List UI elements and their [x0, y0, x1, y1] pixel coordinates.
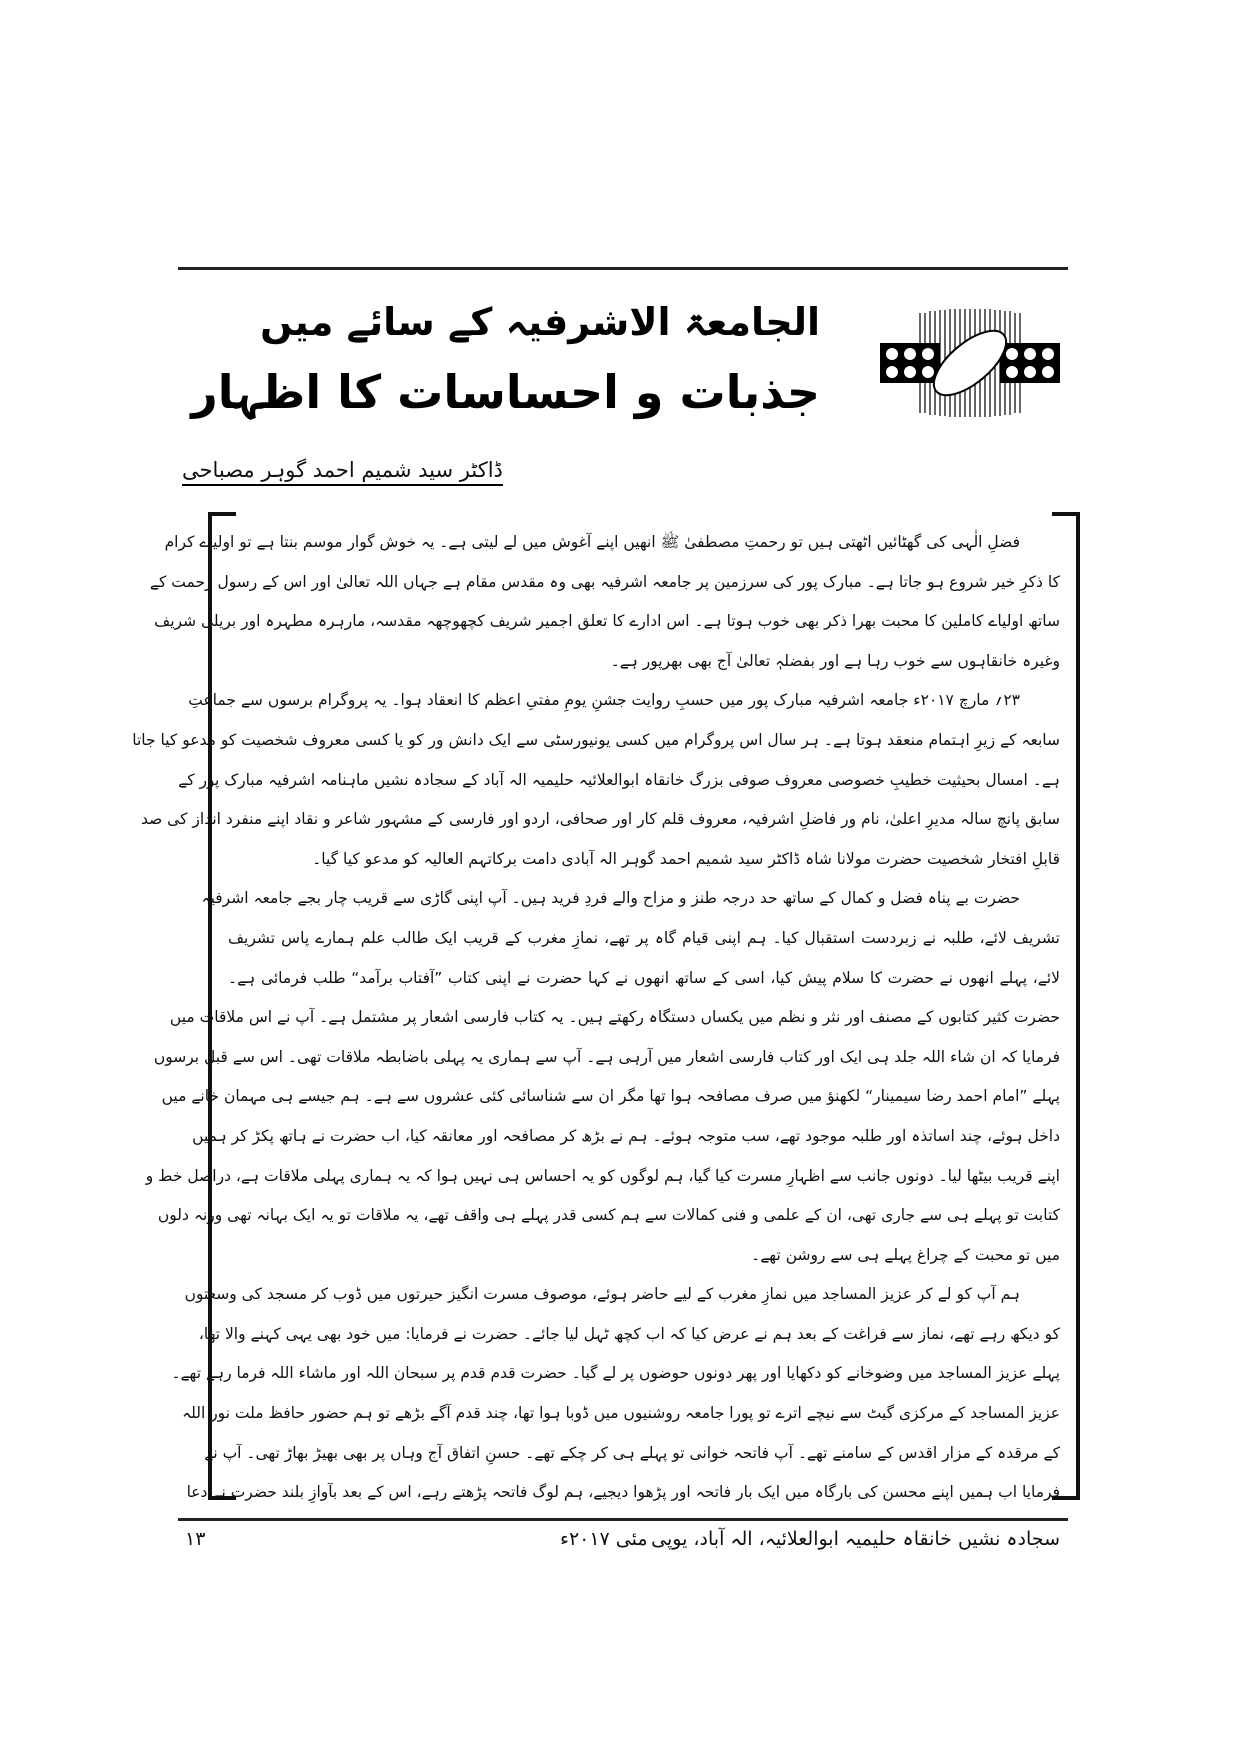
paragraph [171, 1275, 1060, 1513]
text-line: قابلِ افتخار شخصیت حضرت مولانا شاہ ڈاکٹر سید شمیم احمد گوہر الہ آبادی دامت برکاتہم العالیہ کو مدعو کیا گیا۔ [312, 849, 1060, 868]
text-line: کا ذکرِ خیر شروع ہو جاتا ہے۔ مبارک پور کی سرزمین پر جامعہ اشرفیہ بھی وہ مقدس مقام ہے جہاں اللہ تعالیٰ اور اس کے رسول رحمت کے [149, 572, 1060, 591]
text-line: فرمایا اب ہمیں اپنے محسن کی بارگاہ میں ایک بار فاتحہ اور پڑھوا دیجیے، ہم لوگ فاتحہ پڑھتے رہے، اس کے بعد بآوازِ بلند حضرت نے دعا [186, 1483, 1060, 1502]
paragraph [145, 879, 1060, 1275]
text-line: ساتھ اولیاے کاملین کا محبت بھرا ذکر بھی خوب ہوتا ہے۔ اس ادارے کا تعلق اجمیر شریف کچھوچھہ مقدسہ، مارہرہ مطہرہ اور بریلی شریف [154, 612, 1060, 631]
text-line: کے مرقدہ کے مزار اقدس کے سامنے تھے۔ آپ فاتحہ خوانی تو پہلے ہی کر چکے تھے۔ حسنِ اتفاق آج وہاں پر بھی بھیڑ بھاڑ تھی۔ آپ نے [204, 1443, 1060, 1462]
bracket-right [1076, 512, 1080, 1500]
text-line: ہے۔ امسال بحیثیت خطیبِ خصوصی معروف صوفی بزرگ خانقاہ ابوالعلائیہ حلیمیہ الہ آباد کے سجادہ نشیں ماہنامہ اشرفیہ مبارک پور کے [178, 770, 1060, 789]
footer-publisher: سجادہ نشیں خانقاہ حلیمیہ ابوالعلائیہ، الہ آباد، یوپی [651, 1528, 1060, 1550]
text-line: سابق پانچ سالہ مدیرِ اعلیٰ، نام ور فاضلِ اشرفیہ، معروف قلم کار اور صحافی، اردو اور فارسی کے مشہور شاعر و نقاد اپنے منفرد انداز کی صد [140, 810, 1060, 829]
bracket-left-top [208, 512, 236, 516]
article-title-line-1: الجامعۃ الاشرفیہ کے سائے میں [260, 300, 820, 344]
text-line: کو دیکھ رہے تھے، نماز سے فراغت کے بعد ہم نے عرض کیا کہ اب کچھ ٹہل لیا جائے۔ حضرت نے فرمایا: میں خود بھی یہی کہنے والا تھا، [198, 1324, 1060, 1343]
column-logo [880, 308, 1060, 418]
text-line: میں تو محبت کے چراغ پہلے ہی سے روشن تھے۔ [751, 1245, 1060, 1264]
text-line: ہم آپ کو لے کر عزیز المساجد میں نمازِ مغرب کے لیے حاضر ہوئے، موصوف مسرت انگیز حیرتوں میں ڈوب کر مسجد کی وسعتوں [184, 1285, 1020, 1304]
text-line: پہلے ”امام احمد رضا سیمینار“ لکھنؤ میں صرف مصافحہ ہوا تھا مگر ان سے شناسائی کئی عشروں سے ہے۔ ہم جیسے ہی مہمان خانے میں [161, 1087, 1060, 1106]
text-line: لائے، پہلے انھوں نے حضرت کا سلام پیش کیا، اسی کے ساتھ انھوں نے کہا حضرت نے اپنی کتاب ”آفتاب برآمد“ طلب فرمائی ہے۔ [228, 968, 1060, 987]
bottom-rule [178, 1518, 1068, 1521]
paragraph [132, 681, 1060, 879]
article-body [132, 523, 1060, 1513]
page-number: ۱۳ [185, 1528, 206, 1550]
text-line: فضلِ الٰہی کی گھٹائیں اٹھتی ہیں تو رحمتِ مصطفیٰ ﷺ انھیں اپنے آغوش میں لے لیتی ہے۔ یہ خوش گوار موسم بنتا ہے تو اولیاے کرام [164, 533, 1020, 551]
text-line: حضرت کثیر کتابوں کے مصنف اور نثر و نظم میں یکساں دستگاہ رکھتے ہیں۔ یہ کتاب فارسی اشعار پر مشتمل ہے۔ آپ نے اس ملاقات میں [169, 1008, 1060, 1027]
bracket-right-top [1052, 512, 1080, 516]
text-line: پہلے عزیز المساجد میں وضوخانے کو دکھایا اور پھر دونوں حوضوں پر لے گیا۔ حضرت قدم قدم پر سبحان اللہ اور ماشاء اللہ فرما رہے تھے۔ [171, 1364, 1060, 1383]
text-line: اپنے قریب بیٹھا لیا۔ دونوں جانب سے اظہارِ مسرت کیا گیا، ہم لوگوں کو یہ احساس ہی نہیں ہوا کہ یہ ہماری پہلی ملاقات ہے، دراصل خط و [145, 1166, 1060, 1185]
text-line: داخل ہوئے، چند اساتذہ اور طلبہ موجود تھے، سب متوجہ ہوئے۔ ہم نے بڑھ کر مصافحہ اور معانقہ کیا، اب حضرت نے ہاتھ پکڑ کر ہمیں [192, 1126, 1060, 1145]
text-line: ۲۳؍ مارچ ۲۰۱۷ء جامعہ اشرفیہ مبارک پور میں حسبِ روایت جشنِ یومِ مفتیِ اعظم کا انعقاد ہوا۔ یہ پروگرام برسوں سے جماعتِ [188, 691, 1020, 710]
text-line: تشریف لائے، طلبہ نے زبردست استقبال کیا۔ ہم اپنی قیام گاہ پر تھے، نمازِ مغرب کے قریب ایک طالب علم ہمارے پاس تشریف [228, 928, 1060, 947]
text-line: عزیز المساجد کے مرکزی گیٹ سے نیچے اترے تو پورا جامعہ روشنیوں میں ڈوبا ہوا تھا، چند قدم آگے بڑھے تو ہم حضور حافظ ملت نور اللہ [182, 1404, 1060, 1423]
text-line: فرمایا کہ ان شاء اللہ جلد ہی ایک اور کتاب فارسی اشعار میں آرہی ہے۔ آپ سے ہماری یہ پہلی باضابطہ ملاقات تھی۔ اس سے قبل برسوں [153, 1047, 1060, 1066]
text-line: کتابت تو پہلے ہی سے جاری تھی، ان کے علمی و فنی کمالات سے ہم کسی قدر پہلے ہی واقف تھے، یہ ملاقات تو یہ ایک بہانہ تھی ورنہ دلوں [157, 1206, 1060, 1225]
footer-date: مئی ۲۰۱۷ء [560, 1528, 648, 1550]
author-byline: ڈاکٹر سید شمیم احمد گوہر مصباحی [182, 458, 503, 486]
text-line: سابعہ کے زیرِ اہتمام منعقد ہوتا ہے۔ ہر سال اس پروگرام میں کسی یونیورسٹی سے ایک دانش ور کو یا کسی معروف شخصیت کو مدعو کیا جاتا [132, 730, 1060, 749]
text-line: وغیرہ خانقاہوں سے خوب رہا ہے اور بفضلہٖ تعالیٰ آج بھی بھرپور ہے۔ [610, 651, 1060, 670]
article-title-line-2: جذبات و احساسات کا اظہار [191, 365, 820, 419]
text-line: حضرت بے پناہ فضل و کمال کے ساتھ حد درجہ طنز و مزاح والے فردِ فرید ہیں۔ آپ اپنی گاڑی سے قریب چار بجے جامعہ اشرفیہ [201, 889, 1020, 908]
paragraph [149, 523, 1060, 681]
top-rule [178, 267, 1068, 270]
